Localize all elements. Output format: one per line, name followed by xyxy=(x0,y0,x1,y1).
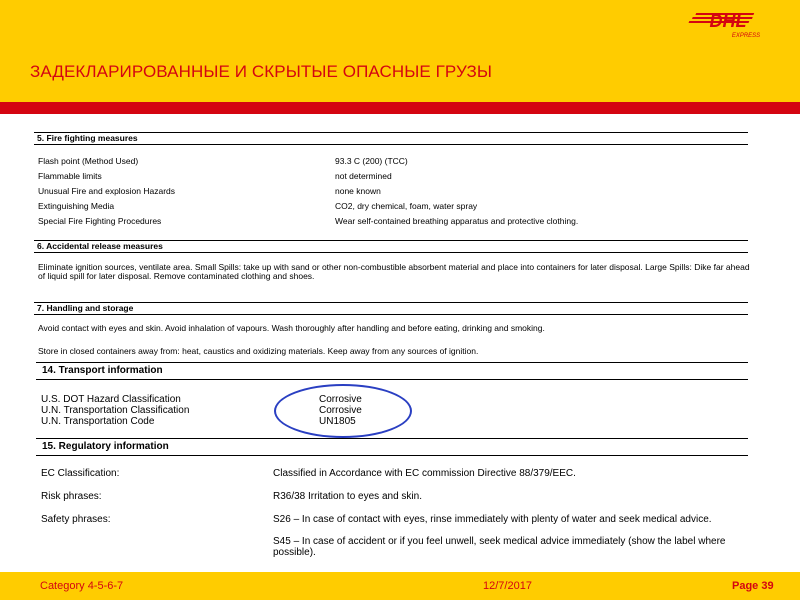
row-value: Corrosive xyxy=(319,394,362,405)
dhl-logo xyxy=(684,8,770,40)
highlight-ellipse xyxy=(274,384,412,438)
footer-band xyxy=(0,572,800,600)
page-number: Page 39 xyxy=(732,580,774,592)
section-7-text-2: Store in closed containers away from: heat, caustics and oxidizing materials. Keep away from any sources of ignition. xyxy=(38,346,479,356)
row-key: Risk phrases: xyxy=(41,491,102,502)
row-key: Flash point (Method Used) xyxy=(38,156,139,166)
row-value: Classified in Accordance with EC commission Directive 88/379/EEC. xyxy=(273,468,576,479)
row-value: Corrosive xyxy=(319,405,362,416)
row-value: Wear self-contained breathing apparatus and protective clothing. xyxy=(335,216,579,226)
section-7-title: 7. Handling and storage xyxy=(34,302,748,315)
row-key: Special Fire Fighting Procedures xyxy=(38,216,162,226)
row-key: U.N. Transportation Code xyxy=(41,416,155,427)
row-value: S45 – In case of accident or if you feel unwell, seek medical advice immediately (show the label where possible). xyxy=(273,536,726,558)
section-14-title: 14. Transport information xyxy=(36,362,748,380)
row-key: Safety phrases: xyxy=(41,514,111,525)
page-title: ЗАДЕКЛАРИРОВАННЫЕ И СКРЫТЫЕ ОПАСНЫЕ ГРУЗЫ xyxy=(30,62,493,81)
section-15-title: 15. Regulatory information xyxy=(36,438,748,456)
row-value: none known xyxy=(335,186,381,196)
row-value: CO2, dry chemical, foam, water spray xyxy=(335,201,478,211)
section-7-text-1: Avoid contact with eyes and skin. Avoid inhalation of vapours. Wash thoroughly after handling and before eating, drinking and smoking. xyxy=(38,323,545,333)
section-6-title: 6. Accidental release measures xyxy=(34,240,748,253)
row-key: Flammable limits xyxy=(38,171,102,181)
row-key: Extinguishing Media xyxy=(38,201,115,211)
row-value: R36/38 Irritation to eyes and skin. xyxy=(273,491,422,502)
row-value: UN1805 xyxy=(319,416,356,427)
section-5-title: 5. Fire fighting measures xyxy=(34,132,748,145)
row-value: S26 – In case of contact with eyes, rinse immediately with plenty of water and seek medical advice. xyxy=(273,514,712,525)
svg-text:DHL: DHL xyxy=(709,11,747,31)
svg-text:EXPRESS: EXPRESS xyxy=(731,33,761,39)
row-key: EC Classification: xyxy=(41,468,120,479)
row-key: U.S. DOT Hazard Classification xyxy=(41,394,181,405)
header-band xyxy=(0,0,800,102)
footer-category: Category 4-5-6-7 xyxy=(40,580,124,592)
row-key: U.N. Transportation Classification xyxy=(41,405,190,416)
footer-date: 12/7/2017 xyxy=(483,580,532,592)
section-6-text: Eliminate ignition sources, ventilate area. Small Spills: take up with sand or other non-combustible absorbent material and place into containers for later disposal. Large Spills: Dike far ahead of liquid spill for later disposal. Remove contaminated clothing and shoes. xyxy=(38,262,750,281)
header-divider xyxy=(0,102,800,114)
row-key: Unusual Fire and explosion Hazards xyxy=(38,186,176,196)
row-value: not determined xyxy=(335,171,392,181)
row-value: 93.3 C (200) (TCC) xyxy=(335,156,408,166)
